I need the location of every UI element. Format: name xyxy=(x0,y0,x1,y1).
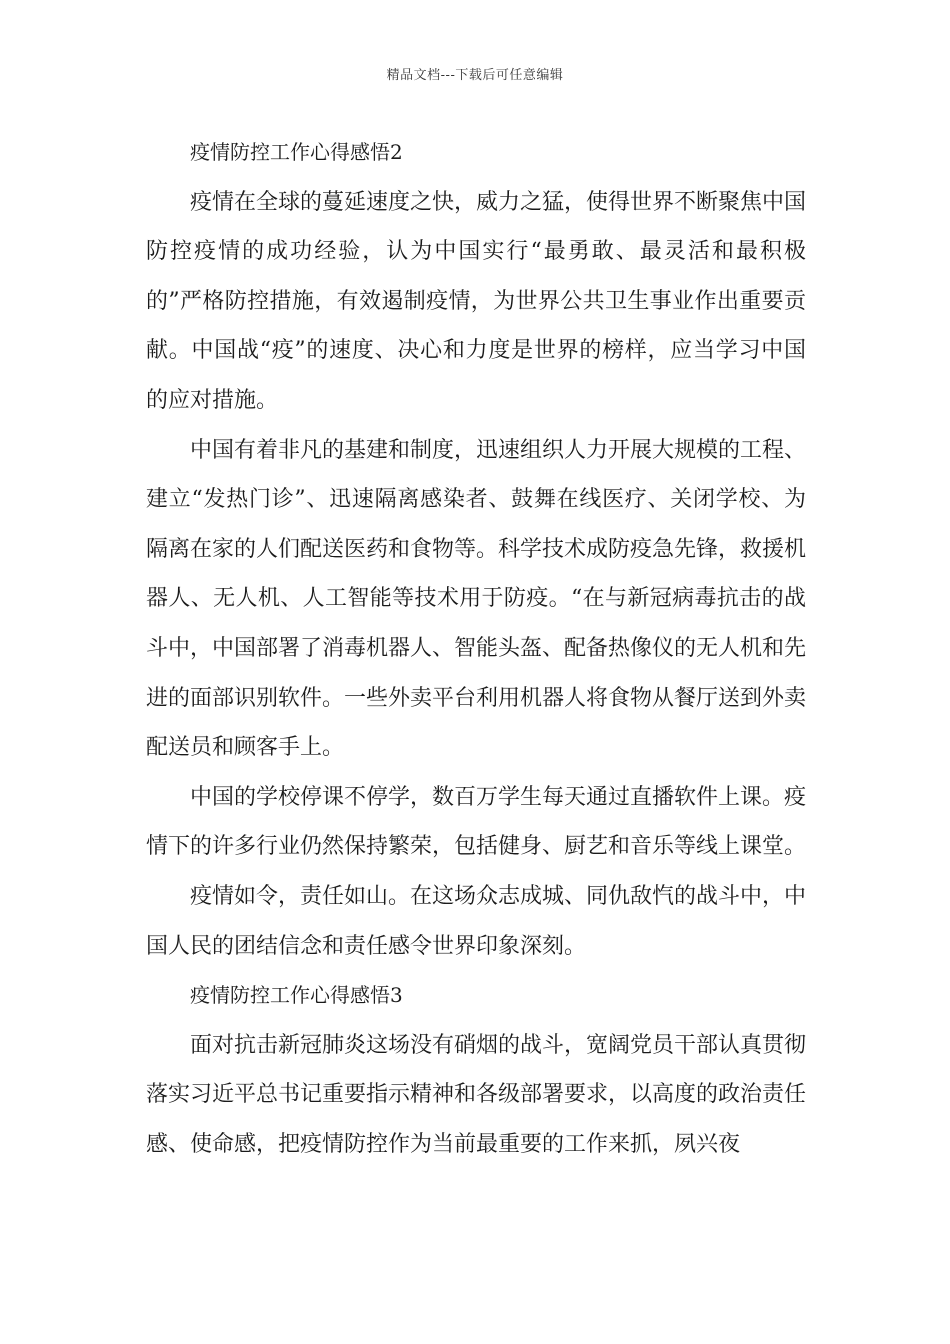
paragraph-2-4: 疫情如令，责任如山。在这场众志成城、同仇敌忾的战斗中，中国人民的团结信念和责任感令世界印象深刻。 xyxy=(146,883,807,959)
paragraph-3-1: 面对抗击新冠肺炎这场没有硝烟的战斗，宽阔党员干部认真贯彻落实习近平总书记重要指示精神和各级部署要求，以高度的政治责任感、使命感，把疫情防控作为当前最重要的工作来抓，夙兴夜 xyxy=(146,1032,807,1157)
paragraph-2-1: 疫情在全球的蔓延速度之快，威力之猛，使得世界不断聚焦中国防控疫情的成功经验，认为中国实行“最勇敢、最灵活和最积极的”严格防控措施，有效遏制疫情，为世界公共卫生事业作出重要贡献。中国战“疫”的速度、决心和力度是世界的榜样，应当学习中国的应对措施。 xyxy=(146,189,807,413)
paragraph-2-2: 中国有着非凡的基建和制度，迅速组织人力开展大规模的工程、建立“发热门诊”、迅速隔离感染者、鼓舞在线医疗、关闭学校、为隔离在家的人们配送医药和食物等。科学技术成防疫急先锋，救援机器人、无人机、人工智能等技术用于防疫。“在与新冠病毒抗击的战斗中，中国部署了消毒机器人、智能头盔、配备热像仪的无人机和先进的面部识别软件。一些外卖平台利用机器人将食物从餐厅送到外卖配送员和顾客手上。 xyxy=(146,437,807,761)
section-heading-3: 疫情防控工作心得感悟3 xyxy=(190,983,403,1008)
section-heading-2: 疫情防控工作心得感悟2 xyxy=(190,140,403,164)
page-header: 精品文档---下载后可任意编辑 xyxy=(386,68,564,83)
document-body xyxy=(146,128,806,1169)
paragraph-2-3: 中国的学校停课不停学，数百万学生每天通过直播软件上课。疫情下的许多行业仍然保持繁荣，包括健身、厨艺和音乐等线上课堂。 xyxy=(146,784,807,860)
